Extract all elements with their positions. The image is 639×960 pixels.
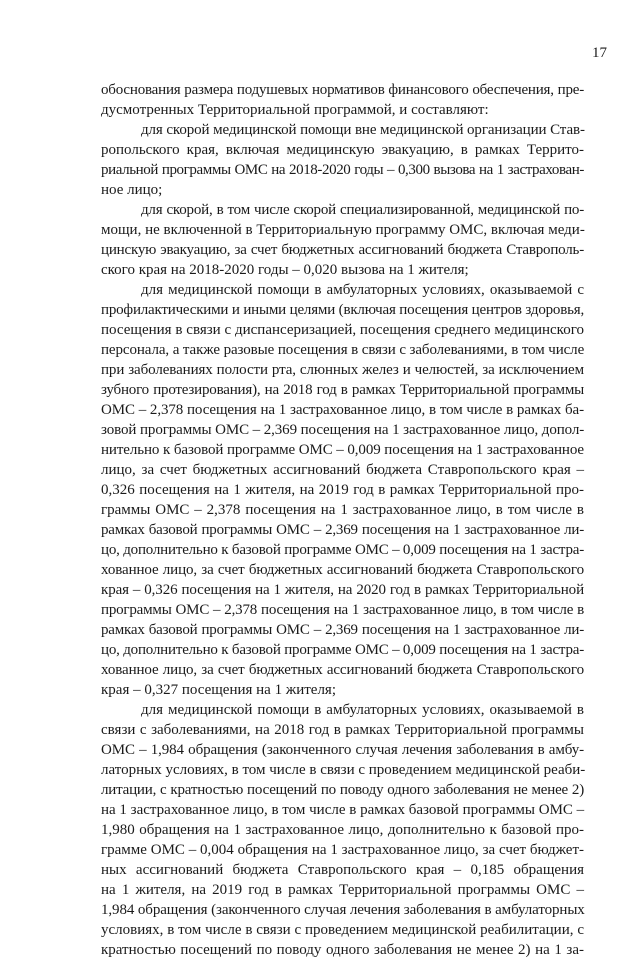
text-line: нительно к базовой программе ОМС – 0,009 посещения на 1 застрахованное — [101, 442, 584, 458]
text-line: ОМС – 2,378 посещения на 1 застрахованное лицо, в том числе в рамках ба- — [101, 402, 584, 418]
text-line: хованное лицо, за счет бюджетных ассигнований бюджета Ставропольского — [101, 562, 584, 578]
text-line: кратностью посещений по поводу одного заболевания не менее 2) на 1 за- — [101, 942, 584, 958]
text-line: обоснования размера подушевых нормативов финансового обеспечения, пре- — [101, 82, 584, 98]
text-line: цинскую эвакуацию, за счет бюджетных ассигнований бюджета Ставрополь- — [101, 242, 584, 258]
text-line: мощи, не включенной в Территориальную программу ОМС, включая меди- — [101, 222, 585, 238]
text-line: рамках базовой программы ОМС – 2,369 посещения на 1 застрахованное ли- — [101, 522, 584, 538]
text-line: для скорой медицинской помощи вне медицинской организации Став- — [141, 122, 585, 138]
text-line: профилактическими и иными целями (включая посещения центров здоровья, — [101, 302, 584, 318]
page-number: 17 — [592, 45, 607, 61]
text-line: 0,326 посещения на 1 жителя, на 2019 год в рамках Территориальной про- — [101, 482, 584, 498]
text-line: зовой программы ОМС – 2,369 посещения на 1 застрахованное лицо, допол- — [101, 422, 585, 438]
text-line: граммы ОМС – 2,378 посещения на 1 застрахованное лицо, в том числе в — [101, 502, 584, 518]
text-line: хованное лицо, за счет бюджетных ассигнований бюджета Ставропольского — [101, 662, 584, 678]
text-line: ского края на 2018-2020 годы – 0,020 вызова на 1 жителя; — [101, 262, 469, 278]
text-line: 1,984 обращения (законченного случая лечения заболевания в амбулаторных — [101, 902, 585, 918]
text-line: персонала, а также разовые посещения в связи с заболеваниями, в том числе — [101, 342, 585, 358]
text-line: края – 0,327 посещения на 1 жителя; — [101, 682, 336, 698]
text-line: на 1 застрахованное лицо, в том числе в рамках базовой программы ОМС – — [101, 802, 585, 818]
text-line: программы ОМС – 2,378 посещения на 1 застрахованное лицо, в том числе в — [101, 602, 584, 618]
text-line: на 1 жителя, на 2019 год в рамках Территориальной программы ОМС – — [101, 882, 584, 898]
text-line: ных ассигнований бюджета Ставропольского края – 0,185 обращения — [101, 862, 584, 878]
text-line: зубного протезирования), на 2018 год в рамках Территориальной программы — [101, 382, 584, 398]
text-line: риальной программы ОМС на 2018-2020 годы – 0,300 вызова на 1 застрахован- — [101, 162, 584, 178]
text-line: цо, дополнительно к базовой программе ОМС – 0,009 посещения на 1 застра- — [101, 642, 584, 658]
text-line: литации, с кратностью посещений по поводу одного заболевания не менее 2) — [101, 782, 584, 798]
text-line: связи с заболеваниями, на 2018 год в рамках Территориальной программы — [101, 722, 584, 738]
text-line: ное лицо; — [101, 182, 163, 198]
text-line: при заболеваниях полости рта, слюнных желез и челюстей, за исключением — [101, 362, 584, 378]
text-line: 1,980 обращения на 1 застрахованное лицо, дополнительно к базовой про- — [101, 822, 584, 838]
text-line: условиях, в том числе в связи с проведением медицинской реабилитации, с — [101, 922, 584, 938]
text-line: дусмотренных Территориальной программой, и составляют: — [101, 102, 489, 118]
text-line: цо, дополнительно к базовой программе ОМС – 0,009 посещения на 1 застра- — [101, 542, 584, 558]
text-line: рамках базовой программы ОМС – 2,369 посещения на 1 застрахованное ли- — [101, 622, 584, 638]
text-line: для медицинской помощи в амбулаторных условиях, оказываемой в — [141, 702, 584, 718]
text-line: для медицинской помощи в амбулаторных условиях, оказываемой с — [141, 282, 584, 298]
text-line: края – 0,326 посещения на 1 жителя, на 2020 год в рамках Территориальной — [101, 582, 584, 598]
text-line: грамме ОМС – 0,004 обращения на 1 застрахованное лицо, за счет бюджет- — [101, 842, 584, 858]
text-line: посещения в связи с диспансеризацией, посещения среднего медицинского — [101, 322, 584, 338]
text-line: латорных условиях, в том числе в связи с проведением медицинской реаби- — [101, 762, 586, 778]
text-line: для скорой, в том числе скорой специализированной, медицинской по- — [141, 202, 584, 218]
text-line: лицо, за счет бюджетных ассигнований бюджета Ставропольского края – — [101, 462, 584, 478]
text-line: ОМС – 1,984 обращения (законченного случая лечения заболевания в амбу- — [101, 742, 584, 758]
text-line: ропольского края, включая медицинскую эвакуацию, в рамках Террито- — [101, 142, 584, 158]
